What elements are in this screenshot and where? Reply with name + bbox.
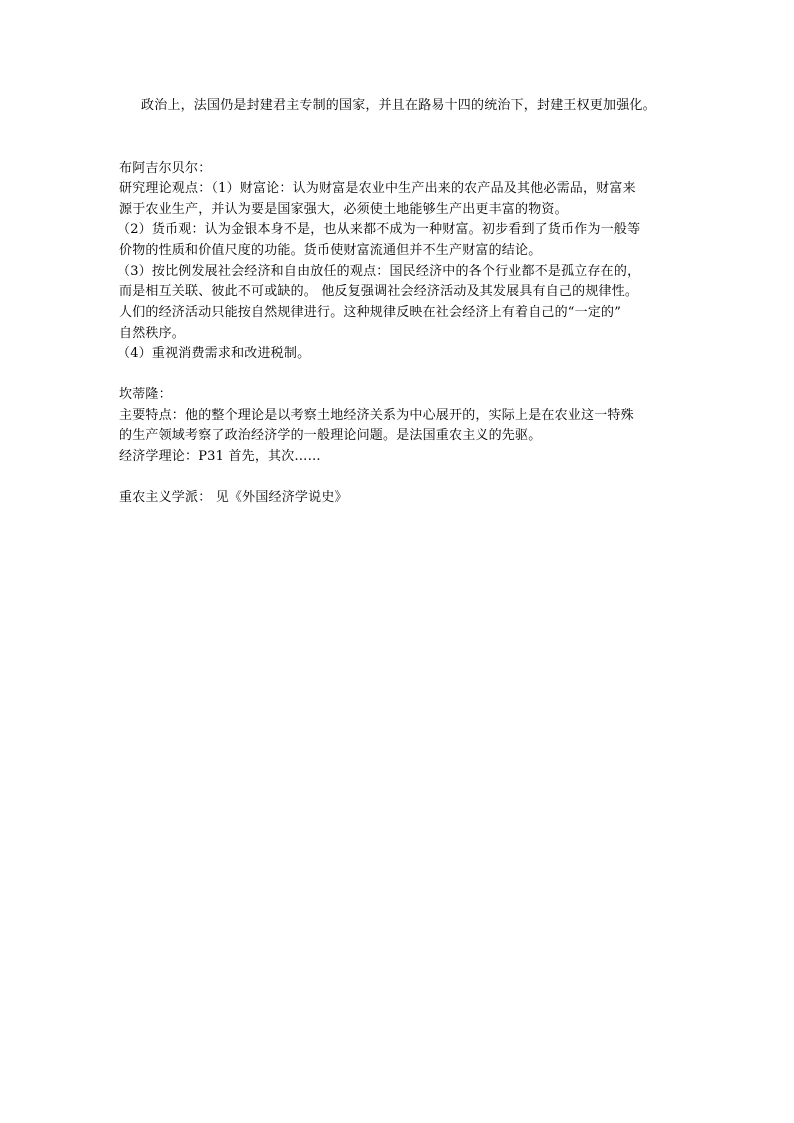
boisguilbert-line: 人们的经济活动只能按自然规律进行。这种规律反映在社会经济上有着自己的“一定的”: [119, 305, 622, 320]
cantillon-heading: 坎蒂隆：: [119, 387, 172, 402]
boisguilbert-line: 而是相互关联、彼此不可或缺的。 他反复强调社会经济活动及其发展具有自己的规律性。: [119, 284, 639, 299]
cantillon-line: 的生产领域考察了政治经济学的一般理论问题。是法国重农主义的先驱。: [119, 428, 542, 443]
cantillon-line: 经济学理论：P31 首先，其次……: [119, 449, 321, 464]
boisguilbert-heading: 布阿吉尔贝尔：: [119, 161, 212, 176]
boisguilbert-line: （2）货币观：认为金银本身不是，也从来都不成为一种财富。初步看到了货币作为一般等: [117, 222, 641, 237]
cantillon-line: 主要特点：他的整个理论是以考察土地经济关系为中心展开的，实际上是在农业这一特殊: [119, 408, 634, 423]
boisguilbert-line: 研究理论观点：（1）财富论：认为财富是农业中生产出来的农产品及其他必需品，财富来: [119, 181, 636, 196]
intro-paragraph: 政治上，法国仍是封建君主专制的国家，并且在路易十四的统治下，封建王权更加强化。: [141, 98, 656, 113]
boisguilbert-line: （4）重视消费需求和改进税制。: [117, 346, 311, 361]
boisguilbert-line: 价物的性质和价值尺度的功能。货币使财富流通但并不生产财富的结论。: [119, 243, 542, 258]
physiocrats-line: 重农主义学派： 见《外国经济学说史》: [119, 490, 348, 505]
boisguilbert-line: （3）按比例发展社会经济和自由放任的观点：国民经济中的各个行业都不是孤立存在的，: [117, 264, 641, 279]
boisguilbert-line: 源于农业生产，并认为要是国家强大，必须使土地能够生产出更丰富的物资。: [119, 202, 568, 217]
boisguilbert-line: 自然秩序。: [119, 326, 186, 341]
